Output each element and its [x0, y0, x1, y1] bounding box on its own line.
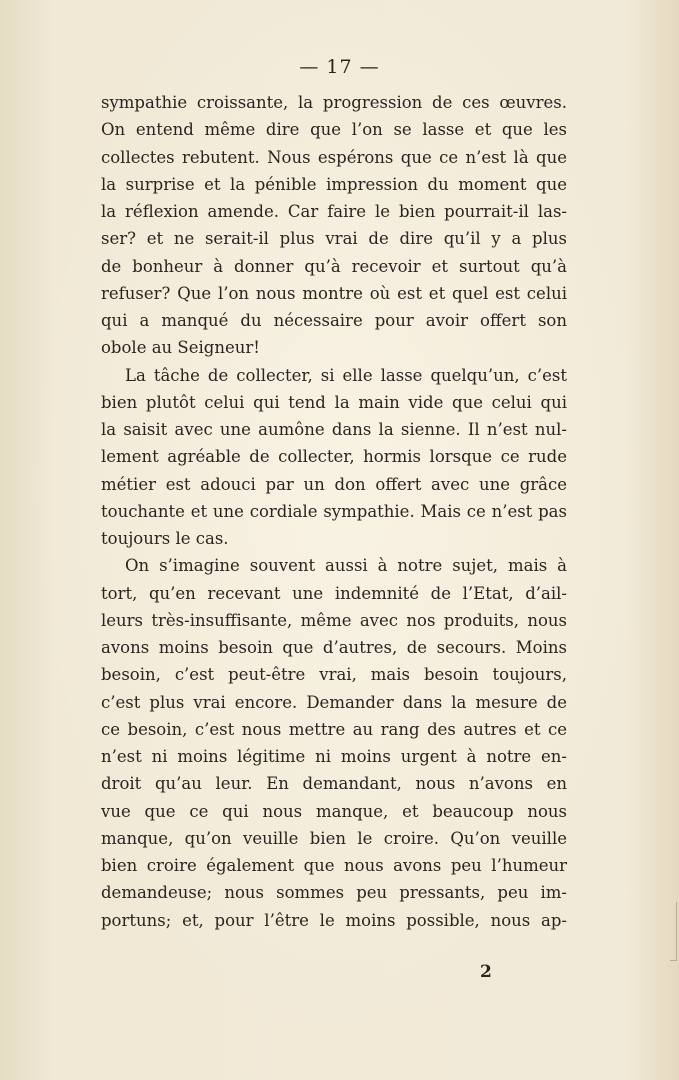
text-line: On entend même dire que l’on se lasse et que les — [101, 120, 567, 140]
text-line: ser? et ne serait-il plus vrai de dire qu’il y a plus — [101, 229, 567, 249]
text-line: refuser? Que l’on nous montre où est et quel est celui — [101, 283, 567, 303]
text-line: La tâche de collecter, si elle lasse quelqu’un, c’est — [125, 365, 567, 385]
text-line: de bonheur à donner qu’à recevoir et surtout qu’à — [101, 256, 567, 276]
text-line: avons moins besoin que d’autres, de secours. Moins — [101, 638, 567, 657]
text-line: sympathie croissante, la progression de ces œuvres. — [101, 93, 567, 112]
text-line: lement agréable de collecter, hormis lorsque ce rude — [101, 447, 567, 467]
text-line: c’est plus vrai encore. Demander dans la mesure de — [101, 692, 567, 712]
text-line: manque, qu’on veuille bien le croire. Qu’on veuille — [101, 828, 567, 848]
text-line: métier est adouci par un don offert avec une grâce — [101, 474, 567, 494]
text-line: collectes rebutent. Nous espérons que ce n’est là que — [101, 147, 567, 167]
signature-mark: 2 — [480, 962, 492, 982]
text-line: portuns; et, pour l’être le moins possible, nous ap- — [101, 910, 567, 930]
text-line: ce besoin, c’est nous mettre au rang des autres et ce — [101, 719, 567, 739]
text-line: n’est ni moins légitime ni moins urgent à notre en- — [101, 747, 567, 766]
text-line: droit qu’au leur. En demandant, nous n’avons en — [101, 774, 567, 794]
text-line: qui a manqué du nécessaire pour avoir offert son — [101, 311, 567, 330]
page-edge-mark — [670, 902, 677, 961]
text-line: bien plutôt celui qui tend la main vide que celui qui — [101, 392, 567, 412]
text-line: la réflexion amende. Car faire le bien pourrait-il las- — [101, 202, 567, 221]
text-line: besoin, c’est peut-être vrai, mais besoin toujours, — [101, 665, 567, 685]
page-number: — 17 — — [299, 56, 380, 78]
text-line: vue que ce qui nous manque, et beaucoup nous — [101, 801, 567, 821]
text-line: toujours le cas. — [101, 529, 229, 548]
body-text — [101, 89, 567, 934]
text-line: obole au Seigneur! — [101, 338, 260, 358]
text-line: leurs très-insuffisante, même avec nos produits, nous — [101, 610, 567, 630]
text-line: la surprise et la pénible impression du moment que — [101, 174, 567, 194]
text-line: touchante et une cordiale sympathie. Mais ce n’est pas — [101, 501, 567, 521]
text-line: la saisit avec une aumône dans la sienne. Il n’est nul- — [101, 420, 567, 439]
text-line: bien croire également que nous avons peu l’humeur — [101, 856, 567, 875]
text-line: tort, qu’en recevant une indemnité de l’Etat, d’ail- — [101, 583, 567, 603]
text-line: demandeuse; nous sommes peu pressants, peu im- — [101, 883, 567, 903]
text-line: On s’imagine souvent aussi à notre sujet, mais à — [125, 556, 567, 576]
